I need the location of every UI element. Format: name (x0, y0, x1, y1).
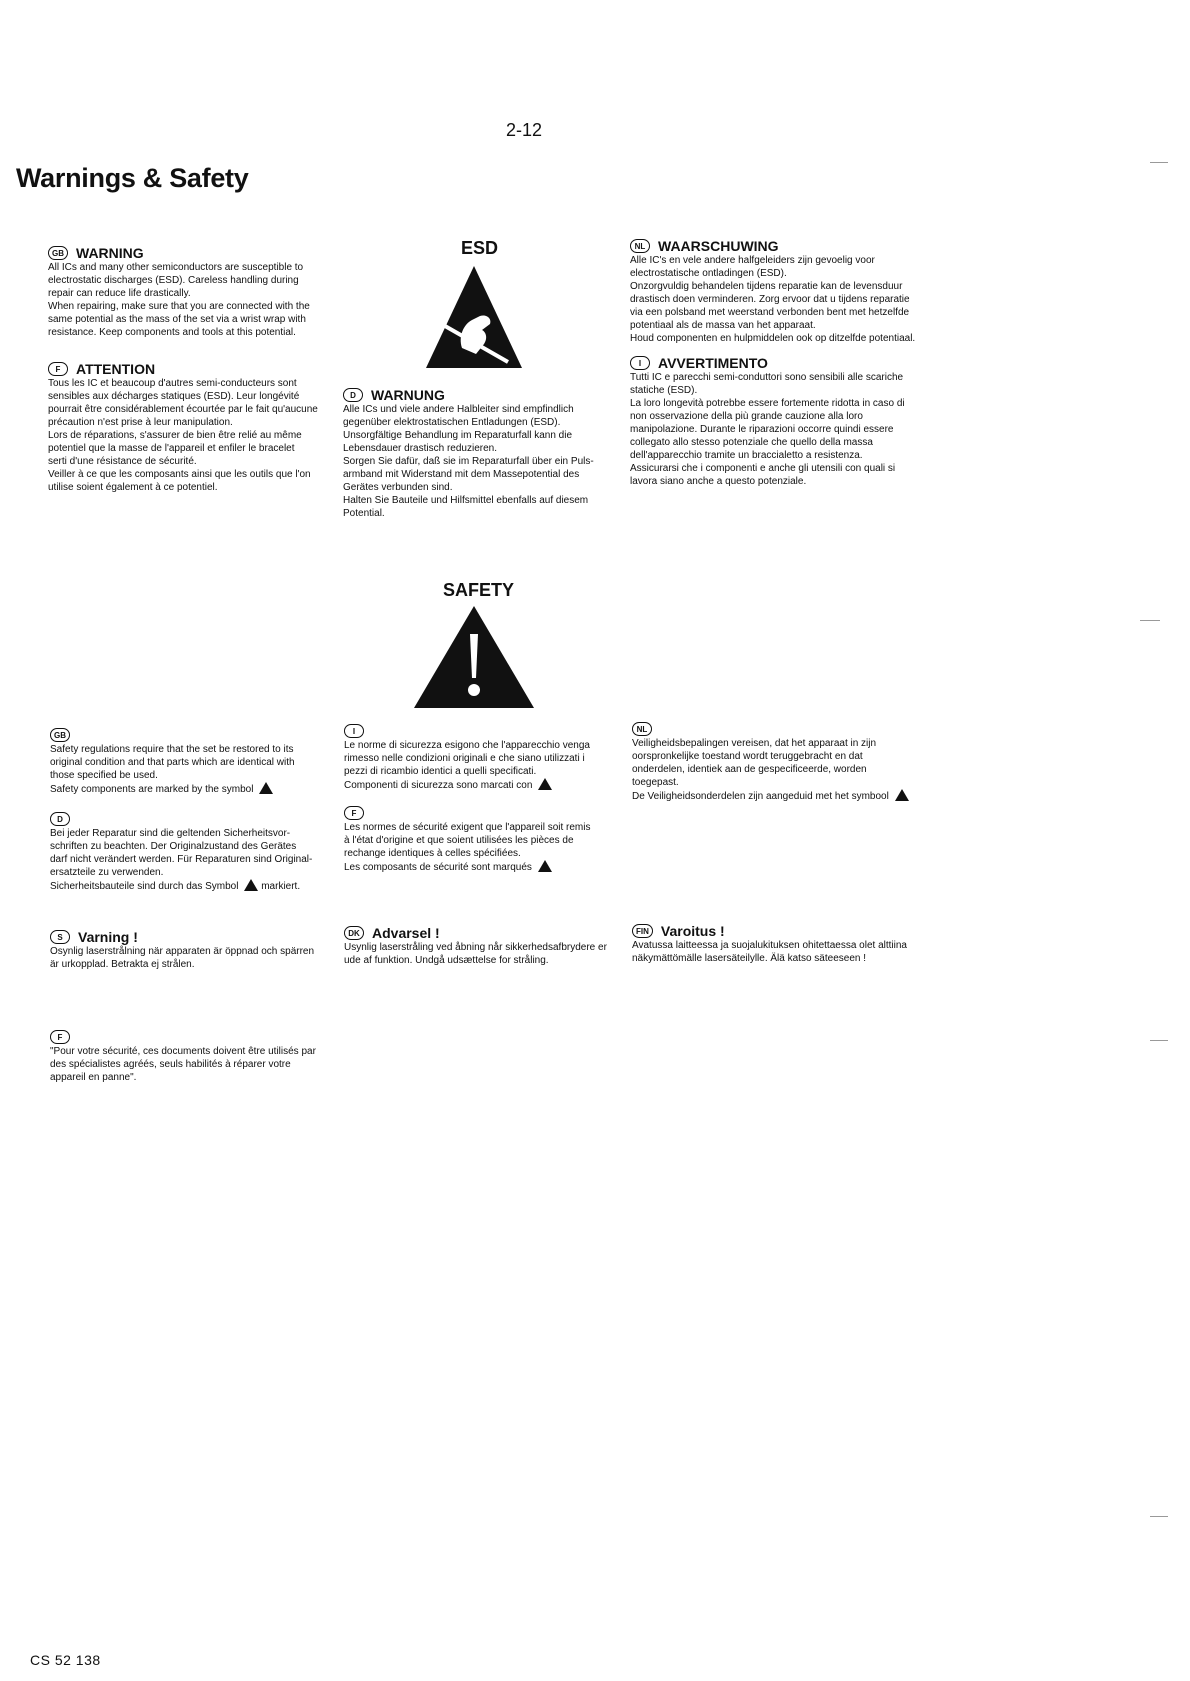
scan-mark (1140, 620, 1160, 621)
text-line: resistance. Keep components and tools at this potential. (48, 327, 296, 338)
text-line: Lebensdauer drastisch reduzieren. (343, 443, 497, 454)
scan-mark (1150, 1516, 1168, 1517)
text-line: La loro longevità potrebbe essere fortemente ridotta in caso di (630, 398, 905, 409)
text-line: collegato allo stesso potenziale che quello della massa (630, 437, 873, 448)
esd-hand-triangle-icon (422, 262, 526, 372)
text-line: pourrait être considérablement écourtée par le fait qu'aucune (48, 404, 318, 415)
symbol-line (632, 789, 952, 803)
symbol-line-text: Sicherheitsbauteile sind durch das Symbol (50, 881, 239, 892)
warning-triangle-icon (895, 789, 909, 801)
text-line: electrostatische ontladingen (ESD). (630, 268, 787, 279)
country-badge: DK (344, 926, 364, 940)
text-line: onderdelen, identiek aan de gespecificeerde, worden (632, 764, 867, 775)
country-badge: S (50, 930, 70, 944)
text-line: rechange identiques à celles spécifiées. (344, 848, 521, 859)
text-line: Osynlig laserstrålning när apparaten är öppnad och spärren (50, 946, 315, 957)
text-line: via een polsband met weerstand verbonden bent met hetzelfde (630, 307, 910, 318)
warning-triangle-icon (259, 782, 273, 794)
text-line: Onzorgvuldig behandelen tijdens reparatie kan de levensduur (630, 281, 903, 292)
warning-triangle-icon (244, 879, 258, 891)
country-badge: GB (48, 246, 68, 260)
laser-warning-fin (632, 924, 962, 965)
text-line: Avatussa laitteessa ja suojalukituksen ohitettaessa olet alttiina (632, 940, 907, 951)
text-line: rimesso nelle condizioni originali e che siano utilizzati i (344, 753, 585, 764)
text-line: ersatzteile zu verwenden. (50, 867, 164, 878)
warning-d (343, 388, 633, 520)
country-badge: GB (50, 728, 70, 742)
symbol-line (50, 879, 340, 893)
text-line: dell'apparecchio tramite un braccialetto a resistenza. (630, 450, 863, 461)
text-line: Les normes de sécurité exigent que l'appareil soit remis (344, 822, 591, 833)
warning-title: WARNUNG (371, 386, 445, 403)
text-line: Safety regulations require that the set be restored to its (50, 744, 294, 755)
country-badge: NL (632, 722, 652, 736)
scan-mark (1150, 162, 1168, 163)
document-code: CS 52 138 (30, 1652, 101, 1668)
warning-title: ATTENTION (76, 360, 156, 377)
text-line: appareil en panne". (50, 1072, 137, 1083)
country-badge: D (343, 388, 363, 402)
text-line: schriften zu beachten. Der Originalzustand des Gerätes (50, 841, 297, 852)
text-line: des spécialistes agréés, seuls habilités à réparer votre (50, 1059, 291, 1070)
laser-warning-s (50, 930, 340, 971)
safety-note-gb (50, 728, 340, 796)
text-line: potentiel que la masse de l'appareil et enfiler le bracelet (48, 443, 295, 454)
text-line: Le norme di sicurezza esigono che l'apparecchio venga (344, 740, 590, 751)
safety-note-nl (632, 722, 952, 803)
warning-title: Advarsel ! (372, 924, 440, 941)
text-line: potentiaal als de massa van het apparaat. (630, 320, 816, 331)
symbol-line-text: Safety components are marked by the symbol (50, 784, 254, 795)
country-badge: F (48, 362, 68, 376)
country-badge: I (630, 356, 650, 370)
text-line: à l'état d'origine et que soient utilisées les pièces de (344, 835, 574, 846)
symbol-line-text: De Veiligheidsonderdelen zijn aangeduid met het symbool (632, 791, 889, 802)
text-line: toegepast. (632, 777, 679, 788)
text-line: serti d'une résistance de sécurité. (48, 456, 197, 467)
text-line: Halten Sie Bauteile und Hilfsmittel ebenfalls auf diesem (343, 495, 589, 506)
safety-title: SAFETY (443, 580, 515, 600)
symbol-line (344, 778, 634, 792)
symbol-line-suffix: markiert. (261, 881, 301, 892)
text-line: Alle IC's en vele andere halfgeleiders zijn gevoelig voor (630, 255, 875, 266)
text-line: lavora siano anche a questo potenziale. (630, 476, 807, 487)
warning-gb (48, 246, 338, 339)
text-line: Gerätes verbunden sind. (343, 482, 453, 493)
text-line: Tous les IC et beaucoup d'autres semi-conducteurs sont (48, 378, 297, 389)
text-line: "Pour votre sécurité, ces documents doivent être utilisés par (50, 1046, 316, 1057)
text-line: darf nicht verändert werden. Für Reparaturen sind Original- (50, 854, 313, 865)
page-title: Warnings & Safety (16, 163, 249, 193)
symbol-line (50, 782, 340, 796)
warning-i (630, 356, 960, 488)
text-line: Bei jeder Reparatur sind die geltenden Sicherheitsvor- (50, 828, 291, 839)
laser-warning-dk (344, 926, 634, 967)
symbol-line (344, 860, 634, 874)
text-line: är urkopplad. Betrakta ej strålen. (50, 959, 195, 970)
warning-triangle-icon (538, 860, 552, 872)
scan-mark (1150, 1040, 1168, 1041)
text-line: repair can reduce life drastically. (48, 288, 191, 299)
safety-note-d (50, 812, 340, 893)
text-line: ude af funktion. Undgå udsættelse for stråling. (344, 955, 549, 966)
esd-title: ESD (461, 238, 499, 258)
symbol-line-text: Les composants de sécurité sont marqués (344, 862, 532, 873)
country-badge: F (50, 1030, 70, 1044)
text-line: Usynlig laserstråling ved åbning når sikkerhedsafbrydere er (344, 942, 607, 953)
country-badge: I (344, 724, 364, 738)
warning-f (48, 362, 338, 494)
text-line: Potential. (343, 508, 385, 519)
text-line: näkymättömälle lasersäteilylle. Älä katso säteeseen ! (632, 953, 867, 964)
warning-nl (630, 239, 960, 345)
text-line: Alle ICs und viele andere Halbleiter sind empfindlich (343, 404, 574, 415)
text-line: manipolazione. Durante le riparazioni occorre quindi essere (630, 424, 894, 435)
text-line: Tutti IC e parecchi semi-conduttori sono sensibili alle scariche (630, 372, 904, 383)
text-line: non osservazione della più grande cauzione alla loro (630, 411, 863, 422)
text-line: electrostatic discharges (ESD). Careless handling during (48, 275, 299, 286)
symbol-line-text: Componenti di sicurezza sono marcati con (344, 780, 533, 791)
safety-note-i (344, 724, 634, 792)
text-line: armband mit Widerstand mit dem Massepotential des (343, 469, 580, 480)
warning-title: Varning ! (78, 928, 138, 945)
warning-title: WAARSCHUWING (658, 237, 779, 254)
country-badge: NL (630, 239, 650, 253)
text-line: drastisch doen verminderen. Zorg ervoor dat u tijdens reparatie (630, 294, 910, 305)
country-badge: FIN (632, 924, 653, 938)
text-line: original condition and that parts which are identical with (50, 757, 295, 768)
text-line: Unsorgfältige Behandlung im Reparaturfall kann die (343, 430, 573, 441)
text-line: Lors de réparations, s'assurer de bien être relié au même (48, 430, 302, 441)
warning-title: WARNING (76, 244, 144, 261)
text-line: All ICs and many other semiconductors are susceptible to (48, 262, 304, 273)
warning-title: AVVERTIMENTO (658, 354, 768, 371)
country-badge: F (344, 806, 364, 820)
page-number: 2-12 (506, 120, 543, 140)
exclamation-triangle-icon (412, 604, 536, 710)
country-badge: D (50, 812, 70, 826)
text-line: statiche (ESD). (630, 385, 698, 396)
safety-note-f (344, 806, 634, 874)
text-line: pezzi di ricambio identici a quelli specificati. (344, 766, 537, 777)
text-line: oorspronkelijke toestand wordt teruggebracht en dat (632, 751, 863, 762)
text-line: Sorgen Sie dafür, daß sie im Reparaturfall über ein Puls- (343, 456, 594, 467)
laser-warning-f (50, 1030, 350, 1084)
text-line: gegenüber elektrostatischen Entladungen (ESD). (343, 417, 561, 428)
text-line: utilise soient également à ce potentiel. (48, 482, 218, 493)
text-line: same potential as the mass of the set via a wrist wrap with (48, 314, 306, 325)
text-line: précaution n'est prise à leur manipulation. (48, 417, 233, 428)
text-line: those specified be used. (50, 770, 158, 781)
text-line: sensibles aux décharges statiques (ESD). Leur longévité (48, 391, 300, 402)
text-line: Veiligheidsbepalingen vereisen, dat het apparaat in zijn (632, 738, 877, 749)
text-line: Houd componenten en hulpmiddelen ook op ditzelfde potentiaal. (630, 333, 916, 344)
warning-title: Varoitus ! (660, 922, 725, 939)
text-line: When repairing, make sure that you are connected with the (48, 301, 310, 312)
text-line: Assicurarsi che i componenti e anche gli utensili con quali si (630, 463, 896, 474)
warning-triangle-icon (538, 778, 552, 790)
text-line: Veiller à ce que les composants ainsi que les outils que l'on (48, 469, 311, 480)
